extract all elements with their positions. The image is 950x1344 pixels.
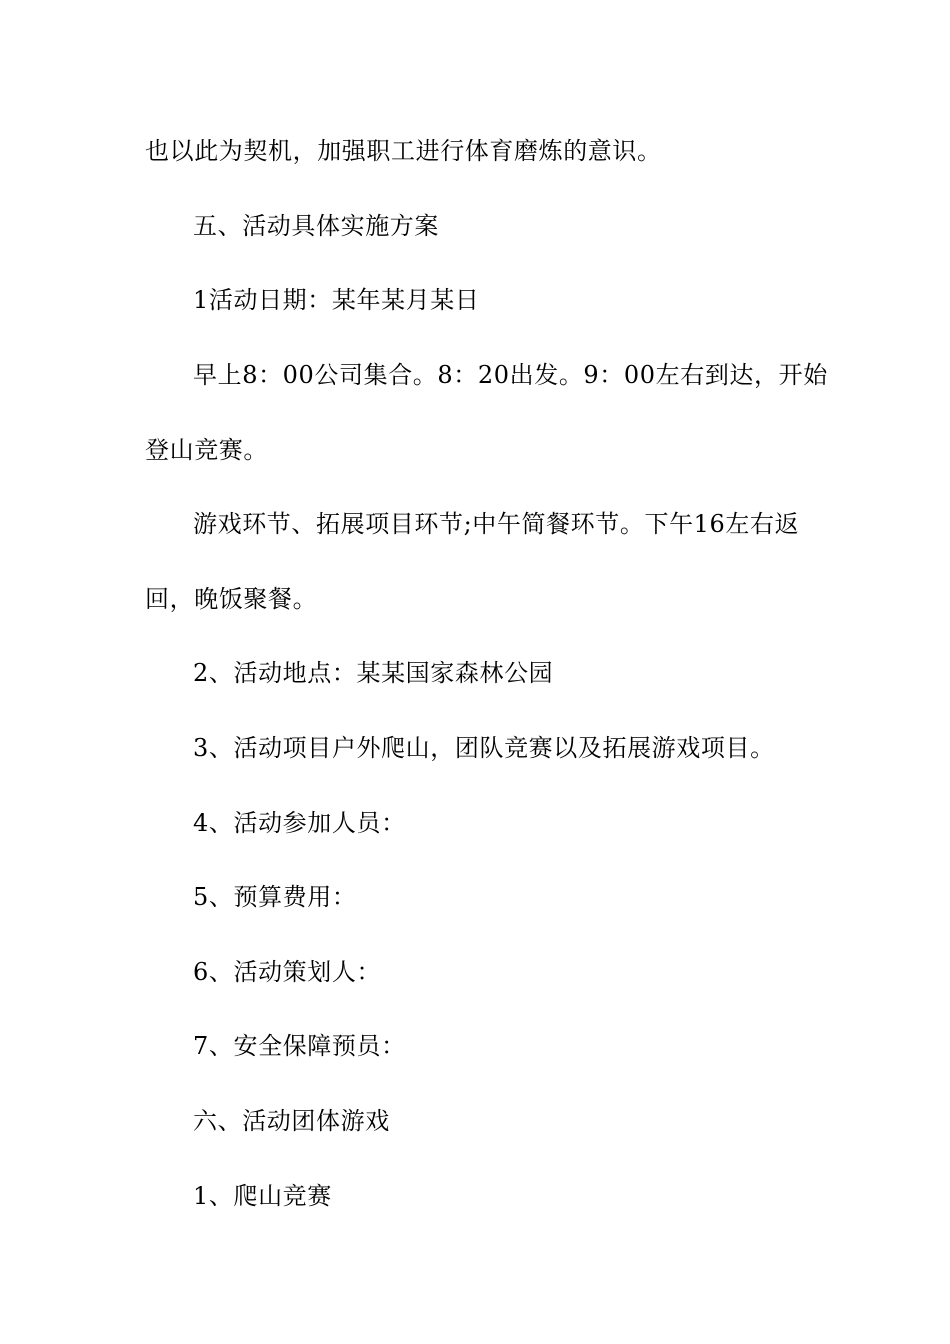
paragraph-line: 游戏环节、拓展项目环节;中午简餐环节。下午16左右返 <box>193 510 800 538</box>
section-heading: 五、活动具体实施方案 <box>193 212 439 240</box>
list-item: 4、活动参加人员： <box>193 809 406 837</box>
paragraph-line: 回，晚饭聚餐。 <box>145 585 318 613</box>
list-item: 3、活动项目户外爬山，团队竞赛以及拓展游戏项目。 <box>193 734 775 762</box>
section-heading: 六、活动团体游戏 <box>193 1107 390 1135</box>
list-item: 2、活动地点：某某国家森林公园 <box>193 659 554 687</box>
list-item: 1、爬山竞赛 <box>193 1182 332 1210</box>
paragraph-line: 登山竞赛。 <box>145 436 268 464</box>
paragraph-line: 1活动日期：某年某月某日 <box>193 286 480 314</box>
list-item: 7、安全保障预员： <box>193 1032 406 1060</box>
paragraph-line: 早上8：00公司集合。8：20出发。9：00左右到达，开始 <box>193 361 828 389</box>
paragraph-line: 也以此为契机，加强职工进行体育磨炼的意识。 <box>145 137 662 165</box>
list-item: 6、活动策划人： <box>193 958 382 986</box>
list-item: 5、预算费用： <box>193 883 357 911</box>
